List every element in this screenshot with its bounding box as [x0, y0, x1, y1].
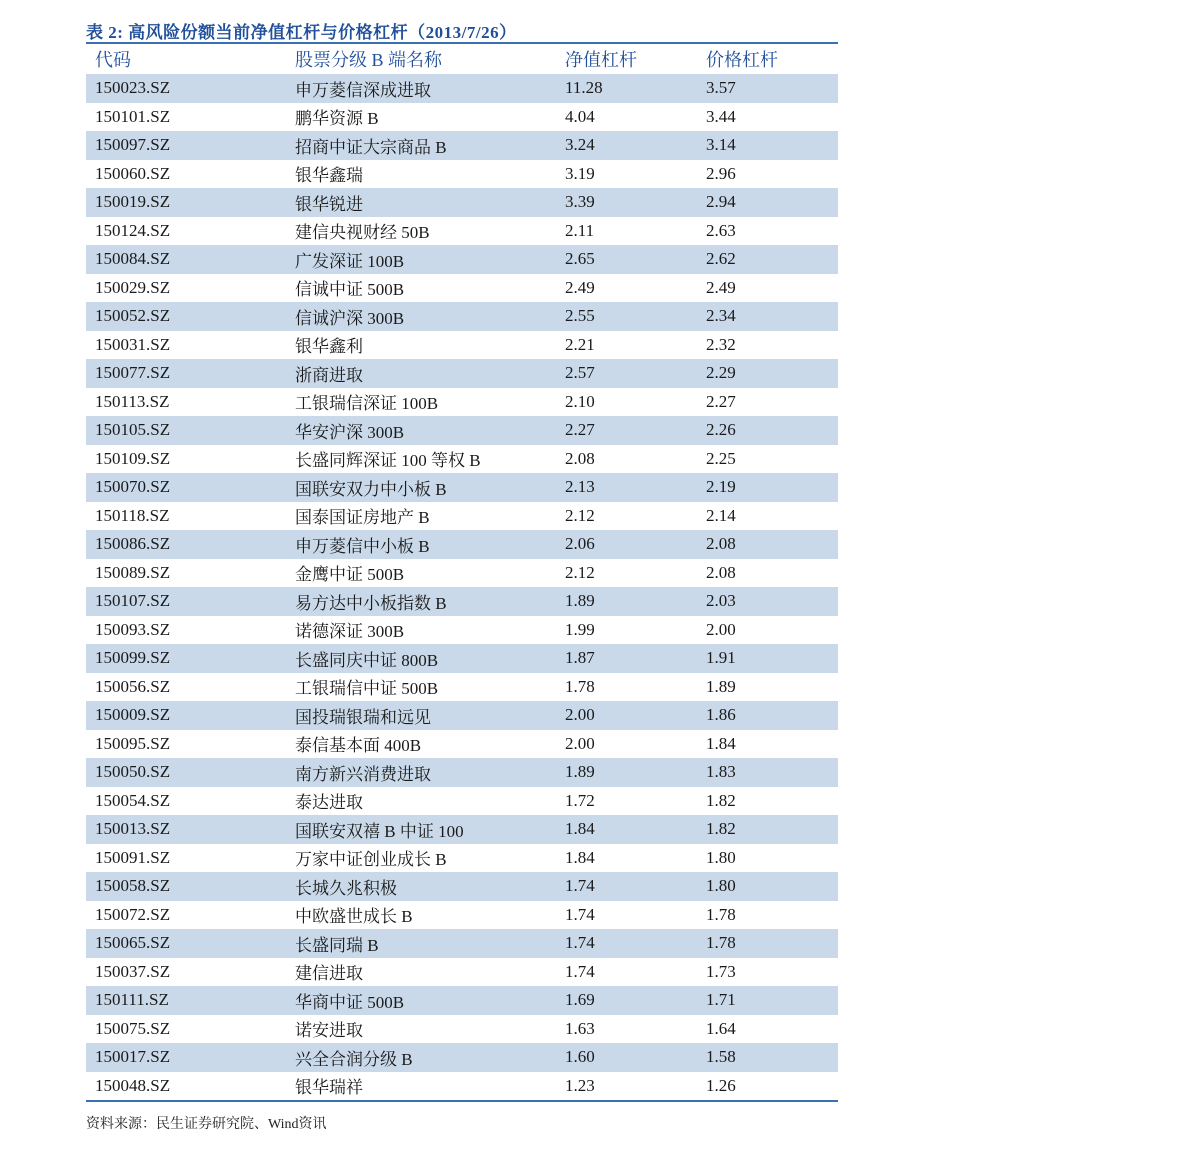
cell-name: 广发深证 100B — [295, 251, 405, 271]
cell-code: 150017.SZ — [95, 1047, 171, 1067]
cell-code: 150029.SZ — [95, 277, 171, 297]
table-row — [86, 815, 838, 844]
cell-code: 150084.SZ — [95, 249, 171, 269]
cell-nav-leverage: 2.13 — [565, 477, 595, 497]
table-row — [86, 673, 838, 702]
cell-price-leverage: 1.89 — [706, 676, 736, 696]
cell-name: 国投瑞银瑞和远见 — [295, 707, 431, 727]
cell-name: 信诚中证 500B — [295, 280, 405, 300]
cell-nav-leverage: 1.74 — [565, 904, 595, 924]
cell-name: 南方新兴消费进取 — [295, 764, 431, 784]
table-row — [86, 872, 838, 901]
cell-price-leverage: 2.00 — [706, 619, 736, 639]
cell-code: 150113.SZ — [95, 391, 170, 411]
cell-name: 申万菱信中小板 B — [295, 536, 430, 556]
cell-code: 150095.SZ — [95, 733, 171, 753]
cell-code: 150009.SZ — [95, 705, 171, 725]
table-row — [86, 445, 838, 474]
table-row — [86, 530, 838, 559]
cell-nav-leverage: 1.87 — [565, 648, 595, 668]
cell-code: 150056.SZ — [95, 676, 171, 696]
cell-nav-leverage: 3.39 — [565, 192, 595, 212]
table-body — [86, 74, 838, 1100]
cell-nav-leverage: 1.89 — [565, 591, 595, 611]
cell-name: 银华瑞祥 — [295, 1078, 363, 1098]
cell-price-leverage: 2.26 — [706, 420, 736, 440]
cell-nav-leverage: 2.12 — [565, 562, 595, 582]
cell-name: 长城久兆积极 — [295, 878, 397, 898]
cell-nav-leverage: 1.69 — [565, 990, 595, 1010]
cell-name: 国泰国证房地产 B — [295, 508, 430, 528]
table-row — [86, 502, 838, 531]
cell-code: 150118.SZ — [95, 505, 170, 525]
cell-name: 建信央视财经 50B — [295, 223, 430, 243]
cell-nav-leverage: 1.84 — [565, 819, 595, 839]
cell-code: 150060.SZ — [95, 163, 171, 183]
cell-nav-leverage: 2.10 — [565, 391, 595, 411]
cell-name: 万家中证创业成长 B — [295, 850, 447, 870]
source-note: 资料来源：民生证券研究院、Wind资讯 — [86, 1117, 327, 1132]
cell-name: 银华锐进 — [295, 194, 363, 214]
cell-code: 150091.SZ — [95, 847, 171, 867]
cell-price-leverage: 1.80 — [706, 847, 736, 867]
cell-name: 长盛同瑞 B — [295, 935, 379, 955]
cell-code: 150070.SZ — [95, 477, 171, 497]
cell-nav-leverage: 2.57 — [565, 363, 595, 383]
table-row — [86, 901, 838, 930]
cell-code: 150086.SZ — [95, 534, 171, 554]
cell-nav-leverage: 1.60 — [565, 1047, 595, 1067]
cell-name: 易方达中小板指数 B — [295, 593, 447, 613]
cell-price-leverage: 2.94 — [706, 192, 736, 212]
cell-price-leverage: 2.49 — [706, 277, 736, 297]
table-row — [86, 958, 838, 987]
cell-nav-leverage: 1.74 — [565, 961, 595, 981]
cell-price-leverage: 1.86 — [706, 705, 736, 725]
cell-price-leverage: 2.03 — [706, 591, 736, 611]
cell-code: 150050.SZ — [95, 762, 171, 782]
cell-code: 150023.SZ — [95, 78, 171, 98]
table-row — [86, 103, 838, 132]
cell-name: 兴全合润分级 B — [295, 1049, 413, 1069]
cell-name: 工银瑞信中证 500B — [295, 679, 439, 699]
table-header — [86, 44, 838, 74]
table-row — [86, 587, 838, 616]
cell-price-leverage: 1.80 — [706, 876, 736, 896]
cell-nav-leverage: 1.78 — [565, 676, 595, 696]
cell-name: 中欧盛世成长 B — [295, 907, 413, 927]
table-row — [86, 131, 838, 160]
bottom-rule — [86, 1100, 838, 1102]
header-nav-leverage: 净值杠杆 — [565, 50, 637, 70]
cell-code: 150065.SZ — [95, 933, 171, 953]
table-row — [86, 388, 838, 417]
cell-price-leverage: 3.44 — [706, 106, 736, 126]
cell-price-leverage: 1.78 — [706, 933, 736, 953]
table-row — [86, 730, 838, 759]
cell-nav-leverage: 2.21 — [565, 334, 595, 354]
table-row — [86, 701, 838, 730]
cell-price-leverage: 1.84 — [706, 733, 736, 753]
cell-nav-leverage: 2.49 — [565, 277, 595, 297]
table-row — [86, 302, 838, 331]
cell-price-leverage: 2.29 — [706, 363, 736, 383]
cell-nav-leverage: 2.08 — [565, 448, 595, 468]
cell-nav-leverage: 4.04 — [565, 106, 595, 126]
cell-price-leverage: 1.78 — [706, 904, 736, 924]
cell-code: 150111.SZ — [95, 990, 169, 1010]
cell-nav-leverage: 3.19 — [565, 163, 595, 183]
cell-nav-leverage: 1.84 — [565, 847, 595, 867]
table-row — [86, 473, 838, 502]
cell-price-leverage: 2.25 — [706, 448, 736, 468]
cell-code: 150099.SZ — [95, 648, 171, 668]
table-row — [86, 787, 838, 816]
cell-name: 申万菱信深成进取 — [295, 80, 431, 100]
cell-nav-leverage: 2.55 — [565, 306, 595, 326]
header-name: 股票分级 B 端名称 — [295, 50, 443, 70]
table-row — [86, 74, 838, 103]
cell-code: 150107.SZ — [95, 591, 171, 611]
table-row — [86, 1015, 838, 1044]
cell-nav-leverage: 2.00 — [565, 705, 595, 725]
cell-code: 150058.SZ — [95, 876, 171, 896]
table-row — [86, 559, 838, 588]
cell-price-leverage: 1.26 — [706, 1075, 736, 1095]
table-row — [86, 160, 838, 189]
table-row — [86, 758, 838, 787]
cell-name: 信诚沪深 300B — [295, 308, 405, 328]
cell-name: 国联安双力中小板 B — [295, 479, 447, 499]
table-row — [86, 644, 838, 673]
cell-name: 诺安进取 — [295, 1021, 363, 1041]
cell-name: 华商中证 500B — [295, 992, 405, 1012]
cell-nav-leverage: 2.00 — [565, 733, 595, 753]
cell-code: 150077.SZ — [95, 363, 171, 383]
cell-code: 150031.SZ — [95, 334, 171, 354]
cell-nav-leverage: 3.24 — [565, 135, 595, 155]
cell-price-leverage: 2.63 — [706, 220, 736, 240]
cell-nav-leverage: 2.12 — [565, 505, 595, 525]
cell-code: 150101.SZ — [95, 106, 171, 126]
table-row — [86, 616, 838, 645]
table-title: 表 2: 高风险份额当前净值杠杆与价格杠杆（2013/7/26） — [86, 23, 517, 42]
table-row — [86, 331, 838, 360]
cell-price-leverage: 2.19 — [706, 477, 736, 497]
cell-nav-leverage: 1.89 — [565, 762, 595, 782]
cell-price-leverage: 2.14 — [706, 505, 736, 525]
cell-price-leverage: 2.27 — [706, 391, 736, 411]
cell-name: 泰信基本面 400B — [295, 736, 422, 756]
table-row — [86, 217, 838, 246]
cell-code: 150037.SZ — [95, 961, 171, 981]
cell-code: 150109.SZ — [95, 448, 171, 468]
cell-price-leverage: 1.82 — [706, 819, 736, 839]
table-row — [86, 1072, 838, 1101]
cell-nav-leverage: 11.28 — [565, 78, 603, 98]
cell-code: 150093.SZ — [95, 619, 171, 639]
cell-name: 长盛同庆中证 800B — [295, 650, 439, 670]
header-price-leverage: 价格杠杆 — [706, 50, 778, 70]
cell-name: 建信进取 — [295, 964, 363, 984]
cell-nav-leverage: 1.63 — [565, 1018, 595, 1038]
cell-code: 150054.SZ — [95, 790, 171, 810]
cell-nav-leverage: 1.23 — [565, 1075, 595, 1095]
cell-code: 150097.SZ — [95, 135, 171, 155]
cell-price-leverage: 1.64 — [706, 1018, 736, 1038]
cell-code: 150105.SZ — [95, 420, 171, 440]
cell-code: 150089.SZ — [95, 562, 171, 582]
cell-price-leverage: 2.08 — [706, 562, 736, 582]
cell-name: 银华鑫利 — [295, 337, 363, 357]
cell-price-leverage: 1.83 — [706, 762, 736, 782]
table-row — [86, 359, 838, 388]
cell-name: 浙商进取 — [295, 365, 363, 385]
cell-price-leverage: 2.62 — [706, 249, 736, 269]
cell-name: 长盛同辉深证 100 等权 B — [295, 451, 481, 471]
cell-price-leverage: 3.14 — [706, 135, 736, 155]
cell-code: 150075.SZ — [95, 1018, 171, 1038]
cell-price-leverage: 2.96 — [706, 163, 736, 183]
cell-code: 150052.SZ — [95, 306, 171, 326]
cell-price-leverage: 1.73 — [706, 961, 736, 981]
cell-price-leverage: 1.58 — [706, 1047, 736, 1067]
table-row — [86, 188, 838, 217]
cell-price-leverage: 1.71 — [706, 990, 736, 1010]
cell-price-leverage: 1.82 — [706, 790, 736, 810]
cell-name: 诺德深证 300B — [295, 622, 405, 642]
cell-code: 150048.SZ — [95, 1075, 171, 1095]
table-row — [86, 844, 838, 873]
cell-nav-leverage: 2.11 — [565, 220, 595, 240]
cell-price-leverage: 2.32 — [706, 334, 736, 354]
cell-name: 华安沪深 300B — [295, 422, 405, 442]
cell-nav-leverage: 2.06 — [565, 534, 595, 554]
cell-name: 鹏华资源 B — [295, 109, 379, 129]
cell-nav-leverage: 1.72 — [565, 790, 595, 810]
leverage-table — [86, 42, 838, 1102]
cell-code: 150124.SZ — [95, 220, 171, 240]
table-row — [86, 1043, 838, 1072]
table-row — [86, 929, 838, 958]
cell-code: 150013.SZ — [95, 819, 171, 839]
table-row — [86, 274, 838, 303]
table-row — [86, 416, 838, 445]
cell-price-leverage: 3.57 — [706, 78, 736, 98]
cell-name: 银华鑫瑞 — [295, 166, 363, 186]
header-code: 代码 — [95, 50, 131, 70]
cell-name: 工银瑞信深证 100B — [295, 394, 439, 414]
cell-price-leverage: 2.34 — [706, 306, 736, 326]
table-row — [86, 245, 838, 274]
cell-price-leverage: 2.08 — [706, 534, 736, 554]
cell-nav-leverage: 2.65 — [565, 249, 595, 269]
cell-nav-leverage: 1.74 — [565, 933, 595, 953]
cell-name: 金鹰中证 500B — [295, 565, 405, 585]
cell-code: 150019.SZ — [95, 192, 171, 212]
cell-nav-leverage: 1.99 — [565, 619, 595, 639]
cell-name: 国联安双禧 B 中证 100 — [295, 821, 464, 841]
cell-name: 招商中证大宗商品 B — [295, 137, 447, 157]
cell-code: 150072.SZ — [95, 904, 171, 924]
cell-price-leverage: 1.91 — [706, 648, 736, 668]
cell-name: 泰达进取 — [295, 793, 363, 813]
table-row — [86, 986, 838, 1015]
cell-nav-leverage: 1.74 — [565, 876, 595, 896]
cell-nav-leverage: 2.27 — [565, 420, 595, 440]
